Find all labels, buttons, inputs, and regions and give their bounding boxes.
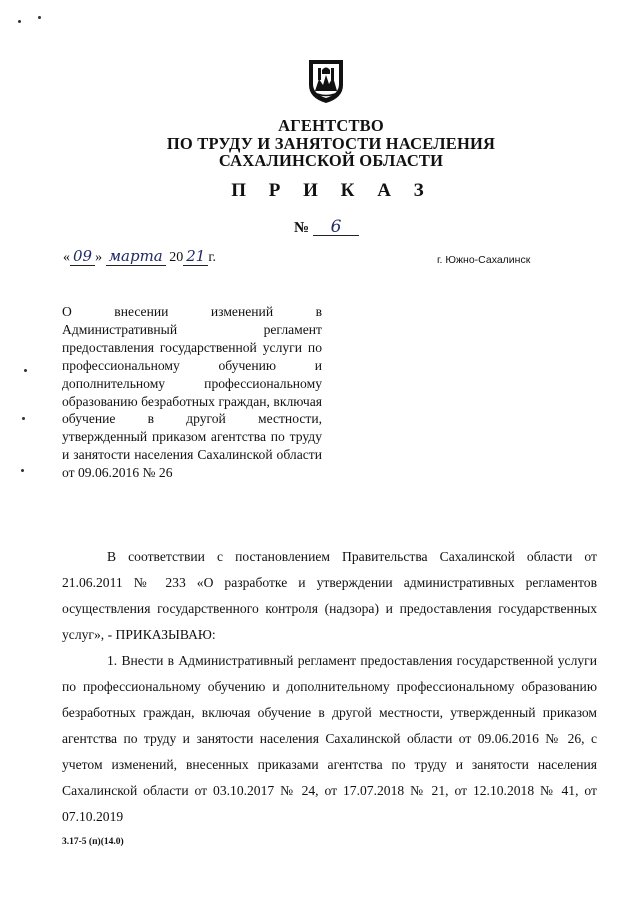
date-year-tail: г. [208, 250, 217, 265]
date-year-prefix: 20 [169, 250, 184, 265]
agency-name-line1: АГЕНТСТВО [278, 116, 384, 135]
order-date [63, 247, 216, 266]
date-open-quote: « [63, 250, 70, 265]
order-number-label: № [294, 220, 310, 236]
scan-speck [38, 16, 41, 19]
document-code: 3.17-5 (п)(14.0) [62, 837, 124, 847]
scan-speck [22, 417, 25, 420]
document-title: П Р И К А З [231, 180, 433, 201]
date-day: 09 [70, 247, 95, 266]
order-number-value: 6 [313, 219, 359, 236]
date-close-quote: » [95, 250, 103, 265]
order-subject: О внесении изменений в Административный регламент предоставления государственной услуги по профессиональному обучению и дополнительному профессиональному образованию безработных граждан, включая обучение в другой местности, утвержденный приказом агентства по труду и занятости населения Сахалинской области от 09.06.2016 № 26 [62, 304, 322, 481]
agency-name-line3: САХАЛИНСКОЙ ОБЛАСТИ [218, 151, 444, 170]
body-paragraph-2: 1. Внести в Административный регламент предоставления государственной услуги по профессиональному обучению и дополнительному профессиональному образованию безработных граждан, включая обучение в другой местности, утвержденный приказом агентства по труду и занятости населения Сахалинской области от 09.06.2016 № 26, с учетом изменений, внесенных приказами агентства по труду и занятости населения Сахалинской области от 03.10.2017 № 24, от 17.07.2018 № 21, от 12.10.2018 № 41, от 07.10.2019 [62, 653, 597, 824]
scan-speck [24, 369, 27, 372]
city-name: г. Южно-Сахалинск [437, 254, 531, 266]
date-month: марта [106, 247, 166, 266]
coat-of-arms-icon [305, 57, 347, 105]
order-number [294, 219, 359, 237]
scan-speck [21, 469, 24, 472]
scan-speck [18, 20, 21, 23]
body-paragraph-1: В соответствии с постановлением Правительства Сахалинской области от 21.06.2011 № 233 «О разработке и утверждении административных регламентов осуществления государственного контроля (надзора) и предоставления государственных услуг», - ПРИКАЗЫВАЮ: [62, 549, 597, 642]
agency-name-line2: ПО ТРУДУ И ЗАНЯТОСТИ НАСЕЛЕНИЯ [166, 134, 496, 153]
date-year-suffix: 21 [183, 247, 208, 266]
